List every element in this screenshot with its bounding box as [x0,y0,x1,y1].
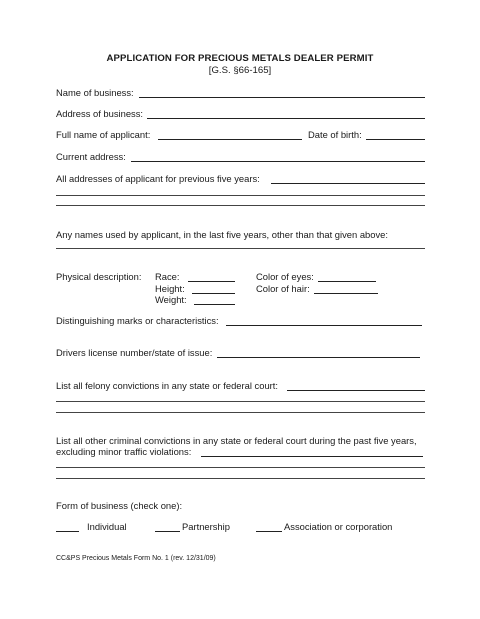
form-title: APPLICATION FOR PRECIOUS METALS DEALER PERMIT [106,53,374,64]
previous-addresses-label: All addresses of applicant for previous five years: [56,173,260,184]
date-of-birth-line[interactable] [366,139,425,140]
individual-checkbox-line[interactable] [56,531,79,532]
other-convictions-line-1[interactable] [201,456,423,457]
association-checkbox-line[interactable] [256,531,282,532]
full-name-line[interactable] [158,139,302,140]
felony-convictions-line-3[interactable] [56,412,425,413]
other-convictions-label-line1: List all other criminal convictions in any state or federal court during the past five years, [56,435,417,446]
height-label: Height: [155,283,185,294]
other-names-line[interactable] [56,248,425,249]
felony-convictions-line-2[interactable] [56,401,425,402]
form-number-footer: CC&PS Precious Metals Form No. 1 (rev. 12/31/09) [56,555,216,562]
full-name-label: Full name of applicant: [56,129,151,140]
other-convictions-line-2[interactable] [56,467,425,468]
name-of-business-line[interactable] [139,97,425,98]
eye-color-label: Color of eyes: [256,271,314,282]
name-of-business-label: Name of business: [56,87,134,98]
hair-color-line[interactable] [314,293,378,294]
current-address-label: Current address: [56,151,126,162]
previous-addresses-line-1[interactable] [271,183,425,184]
weight-line[interactable] [194,304,235,305]
form-of-business-label: Form of business (check one): [56,500,183,511]
hair-color-label: Color of hair: [256,283,310,294]
weight-label: Weight: [155,294,187,305]
drivers-license-line[interactable] [217,357,420,358]
race-label: Race: [155,271,180,282]
previous-addresses-line-3[interactable] [56,205,425,206]
partnership-checkbox-line[interactable] [155,531,180,532]
partnership-option-label: Partnership [182,521,230,532]
statute-reference: [G.S. §66-165] [208,65,272,76]
distinguishing-marks-line[interactable] [226,325,422,326]
eye-color-line[interactable] [318,281,376,282]
physical-description-label: Physical description: [56,271,142,282]
current-address-line[interactable] [131,161,425,162]
address-of-business-line[interactable] [147,118,425,119]
felony-convictions-label: List all felony convictions in any state or federal court: [56,380,278,391]
race-line[interactable] [188,281,235,282]
association-option-label: Association or corporation [284,521,393,532]
height-line[interactable] [192,293,235,294]
distinguishing-marks-label: Distinguishing marks or characteristics: [56,315,219,326]
other-convictions-label-line2: excluding minor traffic violations: [56,446,192,457]
individual-option-label: Individual [87,521,127,532]
previous-addresses-line-2[interactable] [56,195,425,196]
other-names-label: Any names used by applicant, in the last five years, other than that given above: [56,229,388,240]
drivers-license-label: Drivers license number/state of issue: [56,347,213,358]
other-convictions-line-3[interactable] [56,478,425,479]
date-of-birth-label: Date of birth: [308,129,362,140]
address-of-business-label: Address of business: [56,108,144,119]
felony-convictions-line-1[interactable] [287,390,425,391]
